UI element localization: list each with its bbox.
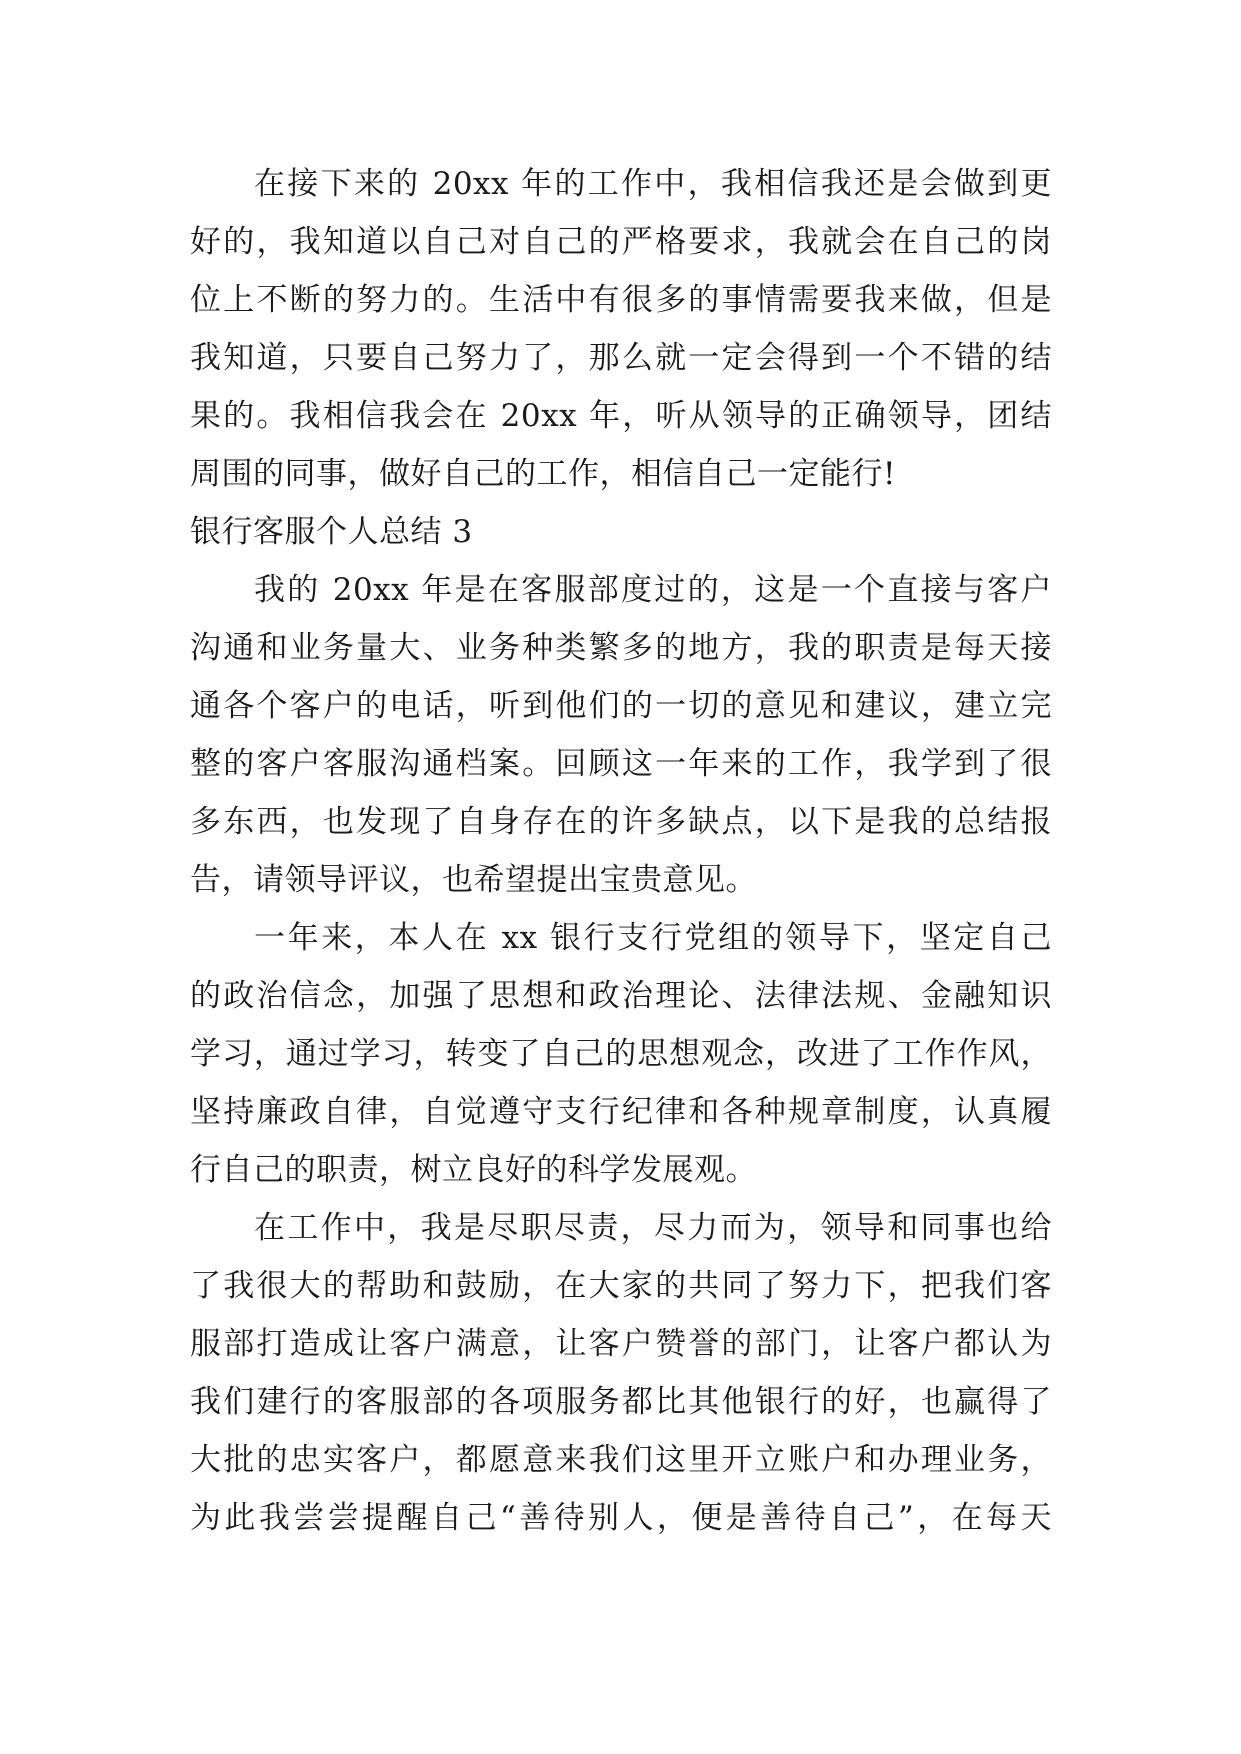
paragraph-line: 通各个客户的电话，听到他们的一切的意见和建议，建立完 <box>190 688 1052 724</box>
paragraph-political <box>190 909 1052 1199</box>
paragraph-line: 了我很大的帮助和鼓励，在大家的共同了努力下，把我们客 <box>190 1268 1052 1304</box>
paragraph-line: 服部打造成让客户满意，让客户赞誉的部门，让客户都认为 <box>190 1326 1052 1362</box>
paragraph-line: 我们建行的客服部的各项服务都比其他银行的好，也赢得了 <box>190 1384 1052 1420</box>
paragraph-line: 一年来，本人在 xx 银行支行党组的领导下，坚定自己 <box>254 920 1052 956</box>
paragraph-closing <box>190 155 1052 503</box>
paragraph-line: 行自己的职责，树立良好的科学发展观。 <box>190 1152 757 1188</box>
paragraph-work <box>190 1199 1052 1547</box>
document-body <box>190 155 1052 1547</box>
paragraph-line: 整的客户客服沟通档案。回顾这一年来的工作，我学到了很 <box>190 746 1052 782</box>
paragraph-line: 在工作中，我是尽职尽责，尽力而为，领导和同事也给 <box>254 1210 1052 1246</box>
paragraph-intro <box>190 561 1052 909</box>
paragraph-line: 大批的忠实客户，都愿意来我们这里开立账户和办理业务， <box>190 1442 1052 1478</box>
paragraph-line: 多东西，也发现了自身存在的许多缺点，以下是我的总结报 <box>190 804 1052 840</box>
paragraph-line: 好的，我知道以自己对自己的严格要求，我就会在自己的岗 <box>190 224 1052 260</box>
paragraph-line: 在接下来的 20xx 年的工作中，我相信我还是会做到更 <box>254 166 1052 202</box>
paragraph-line: 周围的同事，做好自己的工作，相信自己一定能行! <box>190 456 896 492</box>
section-heading: 银行客服个人总结 3 <box>190 514 473 550</box>
paragraph-line: 位上不断的努力的。生活中有很多的事情需要我来做，但是 <box>190 282 1052 318</box>
paragraph-line: 为此我尝尝提醒自己“善待别人，便是善待自己”，在每天 <box>190 1500 1052 1536</box>
paragraph-line: 我的 20xx 年是在客服部度过的，这是一个直接与客户 <box>254 572 1052 608</box>
paragraph-line: 坚持廉政自律，自觉遵守支行纪律和各种规章制度，认真履 <box>190 1094 1052 1130</box>
paragraph-line: 告，请领导评议，也希望提出宝贵意见。 <box>190 862 757 898</box>
paragraph-line: 学习，通过学习，转变了自己的思想观念，改进了工作作风， <box>190 1036 1052 1072</box>
paragraph-line: 沟通和业务量大、业务种类繁多的地方，我的职责是每天接 <box>190 630 1052 666</box>
paragraph-line: 的政治信念，加强了思想和政治理论、法律法规、金融知识 <box>190 978 1052 1014</box>
paragraph-line: 果的。我相信我会在 20xx 年，听从领导的正确领导，团结 <box>190 398 1052 434</box>
paragraph-line: 我知道，只要自己努力了，那么就一定会得到一个不错的结 <box>190 340 1052 376</box>
